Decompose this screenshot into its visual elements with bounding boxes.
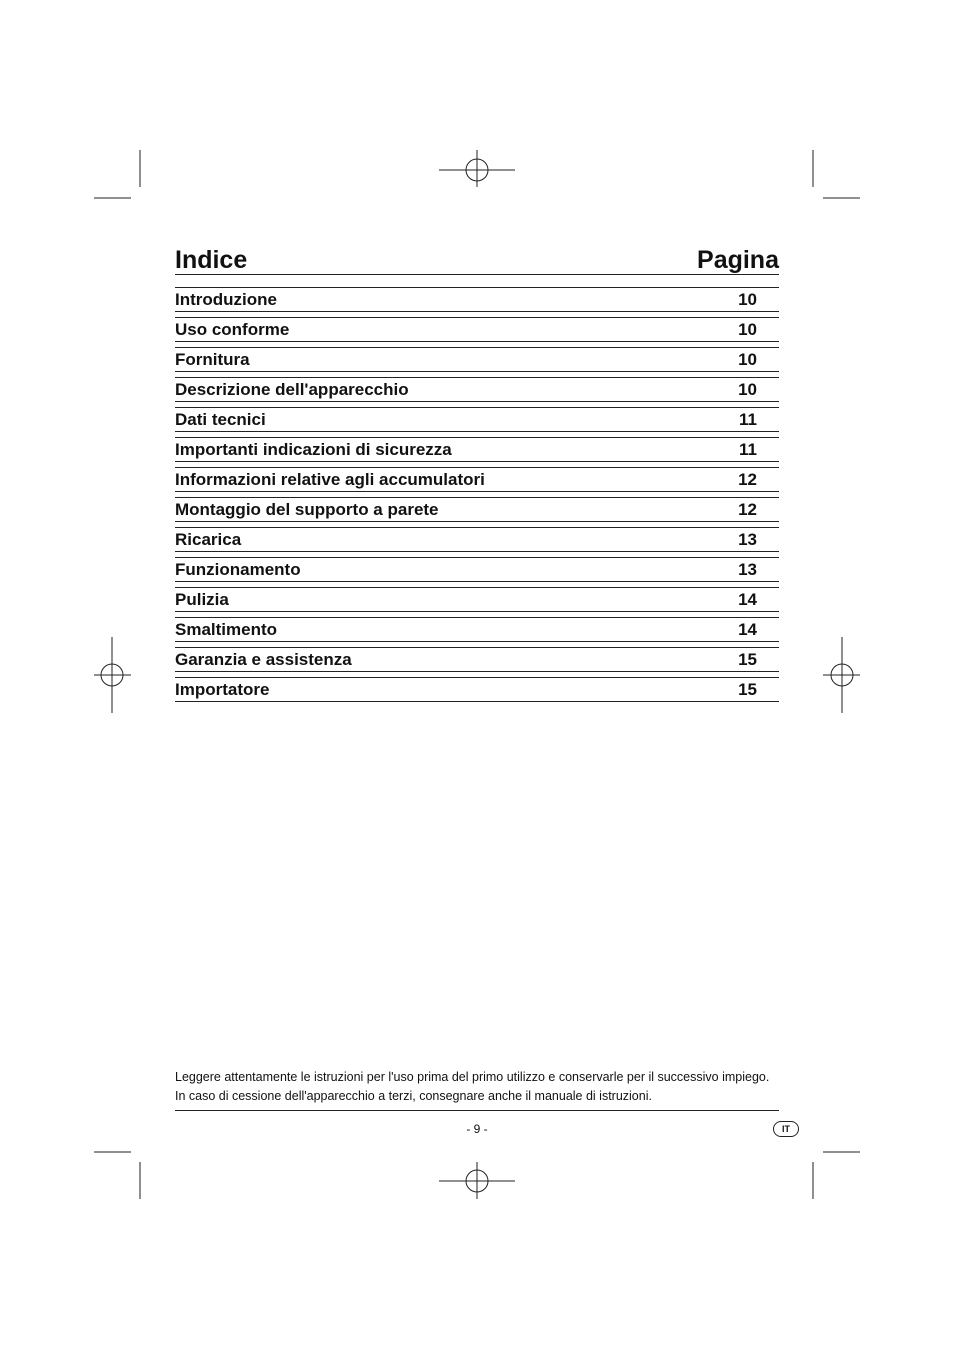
- toc-entry-label: Montaggio del supporto a parete: [175, 500, 439, 519]
- footer-note: [175, 1068, 779, 1111]
- toc-entry: [175, 587, 779, 612]
- toc-entry: [175, 557, 779, 582]
- toc-entry-label: Informazioni relative agli accumulatori: [175, 470, 485, 489]
- toc-header: [175, 240, 779, 275]
- toc-list: [175, 287, 779, 702]
- toc-entry-page: 13: [738, 530, 757, 549]
- toc-entry-label: Uso conforme: [175, 320, 290, 339]
- toc-entry: [175, 617, 779, 642]
- toc-entry: [175, 347, 779, 372]
- toc-entry-page: 10: [738, 350, 757, 369]
- toc-entry: [175, 527, 779, 552]
- toc-entry-label: Introduzione: [175, 290, 277, 309]
- page-number: - 9 -: [466, 1122, 488, 1136]
- toc-entry-page: 12: [738, 470, 757, 489]
- table-of-contents: [175, 240, 779, 707]
- registration-mark-bottom: [439, 1162, 515, 1199]
- toc-entry: [175, 317, 779, 342]
- language-badge: IT: [773, 1121, 799, 1137]
- footer-note-line-1: Leggere attentamente le istruzioni per l'uso prima del primo utilizzo e conservarle per il successivo impiego.: [175, 1070, 770, 1084]
- toc-entry-page: 10: [738, 320, 757, 339]
- toc-entry: [175, 467, 779, 492]
- toc-entry-label: Ricarica: [175, 530, 242, 549]
- footer-note-line-2: In caso di cessione dell'apparecchio a terzi, consegnare anche il manuale di istruzioni.: [175, 1089, 652, 1103]
- toc-entry-label: Garanzia e assistenza: [175, 650, 352, 669]
- toc-entry: [175, 647, 779, 672]
- toc-entry-label: Importanti indicazioni di sicurezza: [175, 440, 452, 459]
- toc-title: Indice: [175, 246, 248, 274]
- toc-entry-label: Fornitura: [175, 350, 250, 369]
- toc-entry-page: 11: [739, 410, 757, 429]
- toc-entry: [175, 677, 779, 702]
- toc-entry: [175, 287, 779, 312]
- toc-entry-label: Pulizia: [175, 590, 229, 609]
- toc-entry-label: Funzionamento: [175, 560, 301, 579]
- registration-mark-left: [94, 637, 131, 713]
- toc-entry-page: 15: [738, 650, 757, 669]
- toc-entry-page: 14: [738, 590, 757, 609]
- toc-page-label: Pagina: [697, 246, 779, 274]
- toc-entry-page: 11: [739, 440, 757, 459]
- toc-entry-page: 13: [738, 560, 757, 579]
- toc-entry: [175, 437, 779, 462]
- toc-entry: [175, 377, 779, 402]
- registration-mark-top: [439, 150, 515, 187]
- toc-entry-label: Descrizione dell'apparecchio: [175, 380, 409, 399]
- toc-entry-page: 12: [738, 500, 757, 519]
- registration-mark-right: [823, 637, 860, 713]
- toc-entry-page: 10: [738, 290, 757, 309]
- toc-entry-label: Dati tecnici: [175, 410, 266, 429]
- toc-entry-label: Smaltimento: [175, 620, 278, 639]
- toc-entry-label: Importatore: [175, 680, 270, 699]
- toc-entry: [175, 497, 779, 522]
- toc-entry-page: 10: [738, 380, 757, 399]
- toc-entry: [175, 407, 779, 432]
- toc-entry-page: 15: [738, 680, 757, 699]
- toc-entry-page: 14: [738, 620, 757, 639]
